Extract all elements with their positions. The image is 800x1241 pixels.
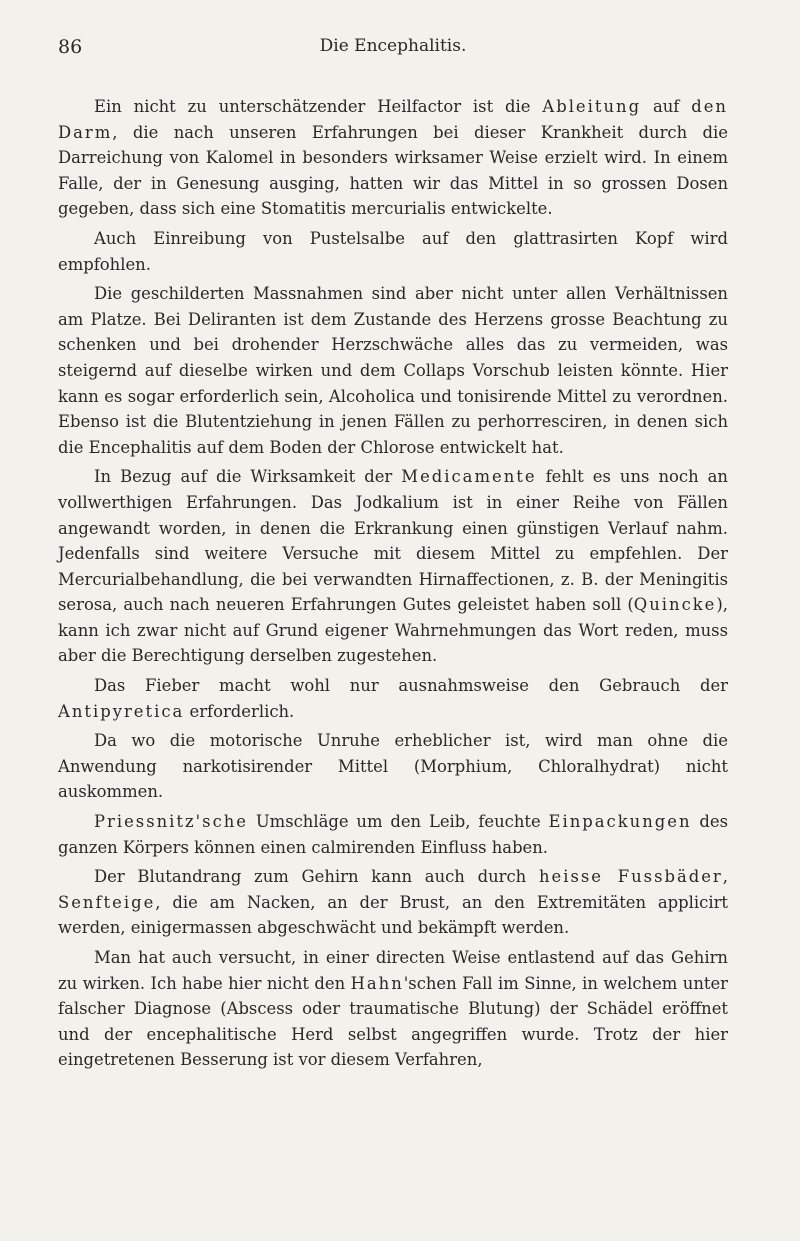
emphasized-text: Priessnitz'sche (94, 812, 249, 832)
emphasized-text: Ableitung (542, 97, 642, 116)
text-segment: Der Blutandrang zum Gehirn kann auch durch (94, 867, 539, 887)
emphasized-text: Medicamente (401, 467, 537, 487)
paragraph (58, 864, 728, 941)
emphasized-text: Einpackungen (548, 812, 692, 832)
text-segment: , (722, 867, 728, 887)
page-number: 86 (58, 36, 83, 58)
text-segment: , die nach unseren Erfahrungen bei dieser Krankheit durch die Darreichung von Kalomel in besonders wirksamer Weise erzielt wird. In einem Falle, der in Genesung ausging, hatten wir das Mittel in so grossen Dosen gegeben, dass sich eine Stomatitis mercurialis entwickelte. (58, 122, 728, 219)
paragraph (58, 226, 728, 277)
page-header (58, 36, 728, 66)
text-segment: , die am Nacken, an der Brust, an den Extremitäten applicirt werden, einigermassen abgeschwächt und bekämpft werden. (58, 892, 728, 938)
text-segment: Umschläge um den Leib, feuchte (248, 812, 549, 832)
text-segment: ), kann ich zwar nicht auf Grund eigener Wahrnehmungen das Wort reden, muss aber die Berechtigung derselben zugestehen. (58, 595, 728, 666)
text-segment: des ganzen Körpers können einen calmirenden Einfluss haben. (58, 812, 728, 857)
running-head: Die Encephalitis. (319, 36, 467, 56)
paragraph (58, 809, 728, 860)
text-segment: Da wo die motorische Unruhe erheblicher ist, wird man ohne die Anwendung narkotisirender Mittel (Morphium, Chloralhydrat) nicht auskommen. (58, 731, 728, 802)
text-segment: In Bezug auf die Wirksamkeit der (94, 467, 402, 487)
emphasized-text: Senfteige (58, 892, 156, 912)
emphasized-text: Antipyretica (58, 701, 185, 721)
text-segment: erforderlich. (184, 701, 295, 721)
text-segment: Man hat auch versucht, in einer directen Weise entlastend auf das Gehirn zu wirken. Ich habe hier nicht den (58, 948, 728, 993)
text-segment: Ein nicht zu unterschätzender Heilfactor ist die (94, 97, 543, 116)
text-segment: Auch Einreibung von Pustelsalbe auf den glattrasirten Kopf wird empfohlen. (58, 228, 728, 274)
paragraph (58, 728, 728, 805)
body-text (58, 94, 728, 1077)
emphasized-text: Quincke (633, 595, 717, 615)
emphasized-text: den Darm (58, 97, 728, 142)
text-segment: fehlt es uns noch an vollwerthigen Erfahrungen. Das Jodkalium ist in einer Reihe von Fällen angewandt worden, in denen die Erkrankung einen günstigen Verlauf nahm. Jedenfalls sind weitere Versuche mit diesem Mittel zu empfehlen. Der Mercurialbehandlung, die bei verwandten Hirnaffectionen, z. B. der Meningitis serosa, auch nach neueren Erfahrungen Gutes geleistet haben soll ( (58, 467, 728, 615)
paragraph (58, 464, 728, 669)
emphasized-text: heisse Fussbäder (538, 867, 723, 887)
paragraph (58, 945, 728, 1073)
paragraph (58, 94, 728, 222)
text-segment: Die geschilderten Massnahmen sind aber nicht unter allen Verhältnissen am Platze. Bei Deliranten ist dem Zustande des Herzens grosse Beachtung zu schenken und bei drohender Herzschwäche alles das zu vermeiden, was steigernd auf dieselbe wirken und dem Collaps Vorschub leisten könnte. Hier kann es sogar erforderlich sein, Alcoholica und tonisirende Mittel zu verordnen. Ebenso ist die Blutentziehung in jenen Fällen zu perhorresciren, in denen sich die Encephalitis auf dem Boden der Chlorose entwickelt hat. (58, 284, 728, 457)
text-segment: 'schen Fall im Sinne, in welchem unter falscher Diagnose (Abscess oder traumatische Blutung) der Schädel eröffnet und der encephalitische Herd selbst angegriffen wurde. Trotz der hier eingetretenen Besserung ist vor diesem Verfahren, (58, 973, 728, 1070)
text-segment: auf (641, 97, 692, 116)
paragraph (58, 673, 728, 724)
paragraph (58, 281, 728, 460)
text-segment: Das Fieber macht wohl nur ausnahmsweise den Gebrauch der (94, 676, 728, 696)
emphasized-text: Hahn (350, 973, 404, 993)
